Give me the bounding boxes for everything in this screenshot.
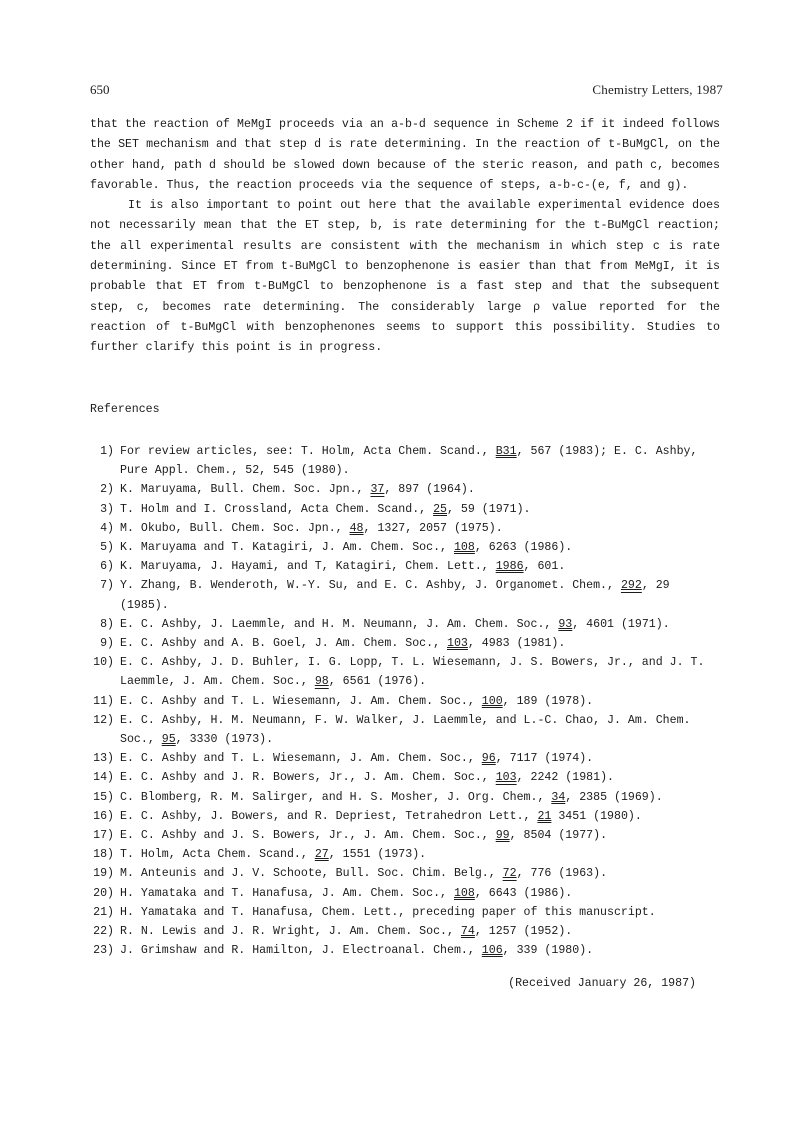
reference-volume: B31: [495, 445, 517, 458]
reference-citation: Y. Zhang, B. Wenderoth, W.-Y. Su, and E. C. Ashby, J. Organomet. Chem.,: [120, 579, 621, 593]
reference-item: [90, 442, 720, 480]
reference-text: [120, 692, 593, 711]
reference-volume: 72: [502, 867, 517, 881]
reference-item: [90, 711, 720, 749]
reference-citation: K. Maruyama, J. Hayami, and T, Katagiri, Chem. Lett.,: [120, 560, 496, 574]
reference-volume: 34: [551, 790, 566, 804]
reference-text: [120, 538, 572, 557]
reference-number: 3): [100, 502, 114, 516]
reference-item: [90, 941, 720, 960]
reference-number: 4): [100, 521, 114, 535]
reference-text: [120, 884, 572, 903]
reference-citation: E. C. Ashby and A. B. Goel, J. Am. Chem. Soc.,: [120, 637, 447, 651]
reference-citation: M. Okubo, Bull. Chem. Soc. Jpn.,: [120, 521, 350, 535]
reference-number: 23): [93, 944, 114, 958]
reference-volume: 1986: [495, 560, 524, 574]
reference-volume: 292: [620, 579, 642, 593]
journal-header: Chemistry Letters, 1987: [592, 82, 723, 97]
reference-text: [120, 864, 607, 883]
reference-citation: R. N. Lewis and J. R. Wright, J. Am. Chem. Soc.,: [120, 925, 461, 939]
reference-pages-year: , 339 (1980).: [502, 944, 594, 958]
reference-volume: 99: [495, 829, 510, 843]
reference-citation: T. Holm, Acta Chem. Scand.,: [120, 848, 315, 862]
reference-text: [120, 442, 720, 480]
reference-text: [120, 807, 642, 826]
reference-citation: H. Yamataka and T. Hanafusa, J. Am. Chem. Soc.,: [120, 886, 454, 900]
reference-item: [90, 557, 720, 576]
reference-number: 8): [100, 617, 114, 631]
paragraph: that the reaction of MeMgI proceeds via an a-b-d sequence in Scheme 2 if it indeed follows the SET mechanism and that step d is rate determining. In the reaction of t-BuMgCl, on the other hand, path d should be slowed down because of the steric reason, and path c, becomes favorable. Thus, the reaction proceeds via the sequence of steps, a-b-c-(e, f, and g).: [90, 118, 720, 192]
body-text: [90, 115, 720, 359]
reference-list: [90, 442, 720, 960]
reference-volume: 103: [447, 637, 468, 651]
reference-number: 20): [93, 886, 114, 900]
reference-item: [90, 864, 720, 883]
reference-text: [120, 749, 593, 768]
reference-text: [120, 788, 663, 807]
reference-text: [120, 711, 720, 749]
reference-pages-year: , 29 (1985).: [120, 579, 670, 612]
reference-item: [90, 519, 720, 538]
reference-citation: E. C. Ashby, J. Bowers, and R. Depriest, Tetrahedron Lett.,: [120, 809, 538, 823]
reference-number: 17): [93, 829, 114, 843]
reference-text: [120, 941, 593, 960]
reference-text: [120, 500, 531, 519]
reference-text: [120, 634, 565, 653]
reference-text: [120, 576, 720, 614]
reference-volume: 106: [481, 944, 503, 958]
reference-pages-year: , 59 (1971).: [447, 502, 531, 516]
reference-number: 7): [100, 579, 114, 593]
reference-number: 5): [100, 541, 114, 555]
reference-citation: E. C. Ashby, J. Laemmle, and H. M. Neumann, J. Am. Chem. Soc.,: [120, 617, 559, 631]
reference-pages-year: , 601.: [523, 560, 566, 574]
reference-item: [90, 538, 720, 557]
reference-pages-year: , 1327, 2057 (1975).: [363, 521, 503, 535]
reference-pages-year: , 7117 (1974).: [495, 752, 594, 766]
reference-pages-year: , 2242 (1981).: [516, 771, 614, 785]
reference-volume: 100: [481, 694, 503, 708]
reference-pages-year: , 6561 (1976).: [328, 675, 427, 689]
reference-item: [90, 807, 720, 826]
reference-pages-year: , 897 (1964).: [384, 483, 475, 497]
page-number: 650: [90, 82, 110, 97]
reference-citation: J. Grimshaw and R. Hamilton, J. Electroanal. Chem.,: [120, 944, 482, 958]
reference-pages-year: , 4983 (1981).: [467, 637, 566, 651]
reference-text: [120, 653, 720, 691]
reference-citation: E. C. Ashby and J. R. Bowers, Jr., J. Am. Chem. Soc.,: [120, 771, 496, 785]
reference-pages-year: , 8504 (1977).: [509, 829, 608, 843]
reference-volume: 37: [370, 483, 385, 497]
reference-volume: 98: [314, 675, 329, 689]
reference-text: [120, 922, 572, 941]
reference-text: [120, 826, 607, 845]
reference-item: [90, 653, 720, 691]
reference-number: 10): [93, 656, 114, 670]
reference-text: [120, 845, 426, 864]
reference-volume: 25: [433, 502, 448, 516]
reference-citation: M. Anteunis and J. V. Schoote, Bull. Soc. Chim. Belg.,: [120, 867, 503, 881]
reference-text: [120, 480, 475, 499]
reference-citation: K. Maruyama and T. Katagiri, J. Am. Chem. Soc.,: [120, 541, 454, 555]
reference-item: [90, 576, 720, 614]
reference-number: 18): [93, 848, 114, 862]
reference-volume: 93: [558, 617, 573, 631]
reference-citation: E. C. Ashby and T. L. Wiesemann, J. Am. Chem. Soc.,: [120, 694, 482, 708]
reference-pages-year: , 189 (1978).: [502, 694, 594, 708]
reference-volume: 108: [453, 541, 475, 555]
reference-number: 6): [100, 560, 114, 574]
reference-pages-year: , 6643 (1986).: [474, 886, 573, 900]
reference-citation: K. Maruyama, Bull. Chem. Soc. Jpn.,: [120, 483, 371, 497]
reference-pages-year: 3451 (1980).: [551, 809, 642, 823]
reference-citation: C. Blomberg, R. M. Salirger, and H. S. Mosher, J. Org. Chem.,: [120, 790, 552, 804]
reference-volume: 21: [537, 809, 552, 823]
reference-number: 2): [100, 483, 114, 497]
reference-citation: E. C. Ashby, H. M. Neumann, F. W. Walker, J. Laemmle, and L.-C. Chao, J. Am. Chem. Soc.,: [120, 713, 691, 747]
reference-number: 13): [93, 752, 114, 766]
reference-item: [90, 500, 720, 519]
reference-item: [90, 845, 720, 864]
reference-text: [120, 903, 656, 922]
reference-item: [90, 749, 720, 768]
references-heading: References: [90, 403, 160, 416]
reference-citation: E. C. Ashby and T. L. Wiesemann, J. Am. Chem. Soc.,: [120, 752, 482, 766]
reference-volume: 48: [349, 521, 364, 535]
reference-citation: For review articles, see: T. Holm, Acta Chem. Scand.,: [120, 445, 496, 458]
reference-pages-year: , 3330 (1973).: [175, 733, 274, 747]
received-date: (Received January 26, 1987): [508, 977, 696, 990]
reference-item: [90, 903, 720, 922]
reference-number: 11): [93, 694, 114, 708]
reference-text: [120, 519, 503, 538]
reference-item: [90, 692, 720, 711]
reference-item: [90, 788, 720, 807]
reference-number: 15): [93, 790, 114, 804]
reference-volume: 74: [460, 925, 475, 939]
reference-number: 12): [93, 713, 114, 727]
reference-citation: T. Holm and I. Crossland, Acta Chem. Scand.,: [120, 502, 434, 516]
reference-volume: 27: [314, 848, 329, 862]
reference-item: [90, 768, 720, 787]
reference-citation: E. C. Ashby, J. D. Buhler, I. G. Lopp, T. L. Wiesemann, J. S. Bowers, Jr., and J. T. Laemmle, J. Am. Chem. Soc.,: [120, 656, 705, 689]
reference-pages-year: , 567 (1983); E. C. Ashby, Pure Appl. Chem., 52, 545 (1980).: [120, 445, 698, 478]
reference-number: 22): [93, 925, 114, 939]
paragraph: It is also important to point out here that the available experimental evidence does not necessarily mean that the ET step, b, is rate determining for the t-BuMgCl reaction; the all experimental results are consistent with the mechanism in which step c is rate determining. Since ET from t-BuMgCl to benzophenone is easier than that from MeMgI, it is probable that ET from t-BuMgCl to benzophenone is a fast step and that the subsequent step, c, becomes rate determining. The considerably large ρ value reported for the reaction of t-BuMgCl with benzophenones seems to support this possibility. Studies to further clarify this point is in progress.: [90, 199, 720, 355]
reference-pages-year: , 1551 (1973).: [328, 848, 427, 862]
reference-item: [90, 480, 720, 499]
reference-number: 21): [93, 905, 114, 919]
reference-citation: H. Yamataka and T. Hanafusa, Chem. Lett., preceding paper of this manuscript.: [120, 905, 656, 919]
reference-number: 9): [100, 637, 114, 651]
reference-volume: 103: [495, 771, 517, 785]
reference-citation: E. C. Ashby and J. S. Bowers, Jr., J. Am. Chem. Soc.,: [120, 829, 496, 843]
reference-number: 1): [100, 445, 114, 458]
reference-number: 14): [93, 771, 114, 785]
reference-text: [120, 615, 670, 634]
reference-text: [120, 557, 565, 576]
reference-item: [90, 634, 720, 653]
reference-item: [90, 922, 720, 941]
reference-pages-year: , 6263 (1986).: [474, 541, 573, 555]
reference-volume: 96: [481, 752, 496, 766]
reference-volume: 108: [453, 886, 475, 900]
reference-text: [120, 768, 614, 787]
reference-volume: 95: [161, 733, 176, 747]
reference-pages-year: , 776 (1963).: [516, 867, 608, 881]
reference-item: [90, 884, 720, 903]
reference-number: 19): [93, 867, 114, 881]
reference-item: [90, 615, 720, 634]
reference-pages-year: , 4601 (1971).: [572, 617, 670, 631]
reference-pages-year: , 2385 (1969).: [565, 790, 663, 804]
reference-pages-year: , 1257 (1952).: [474, 925, 573, 939]
reference-item: [90, 826, 720, 845]
reference-number: 16): [93, 809, 114, 823]
